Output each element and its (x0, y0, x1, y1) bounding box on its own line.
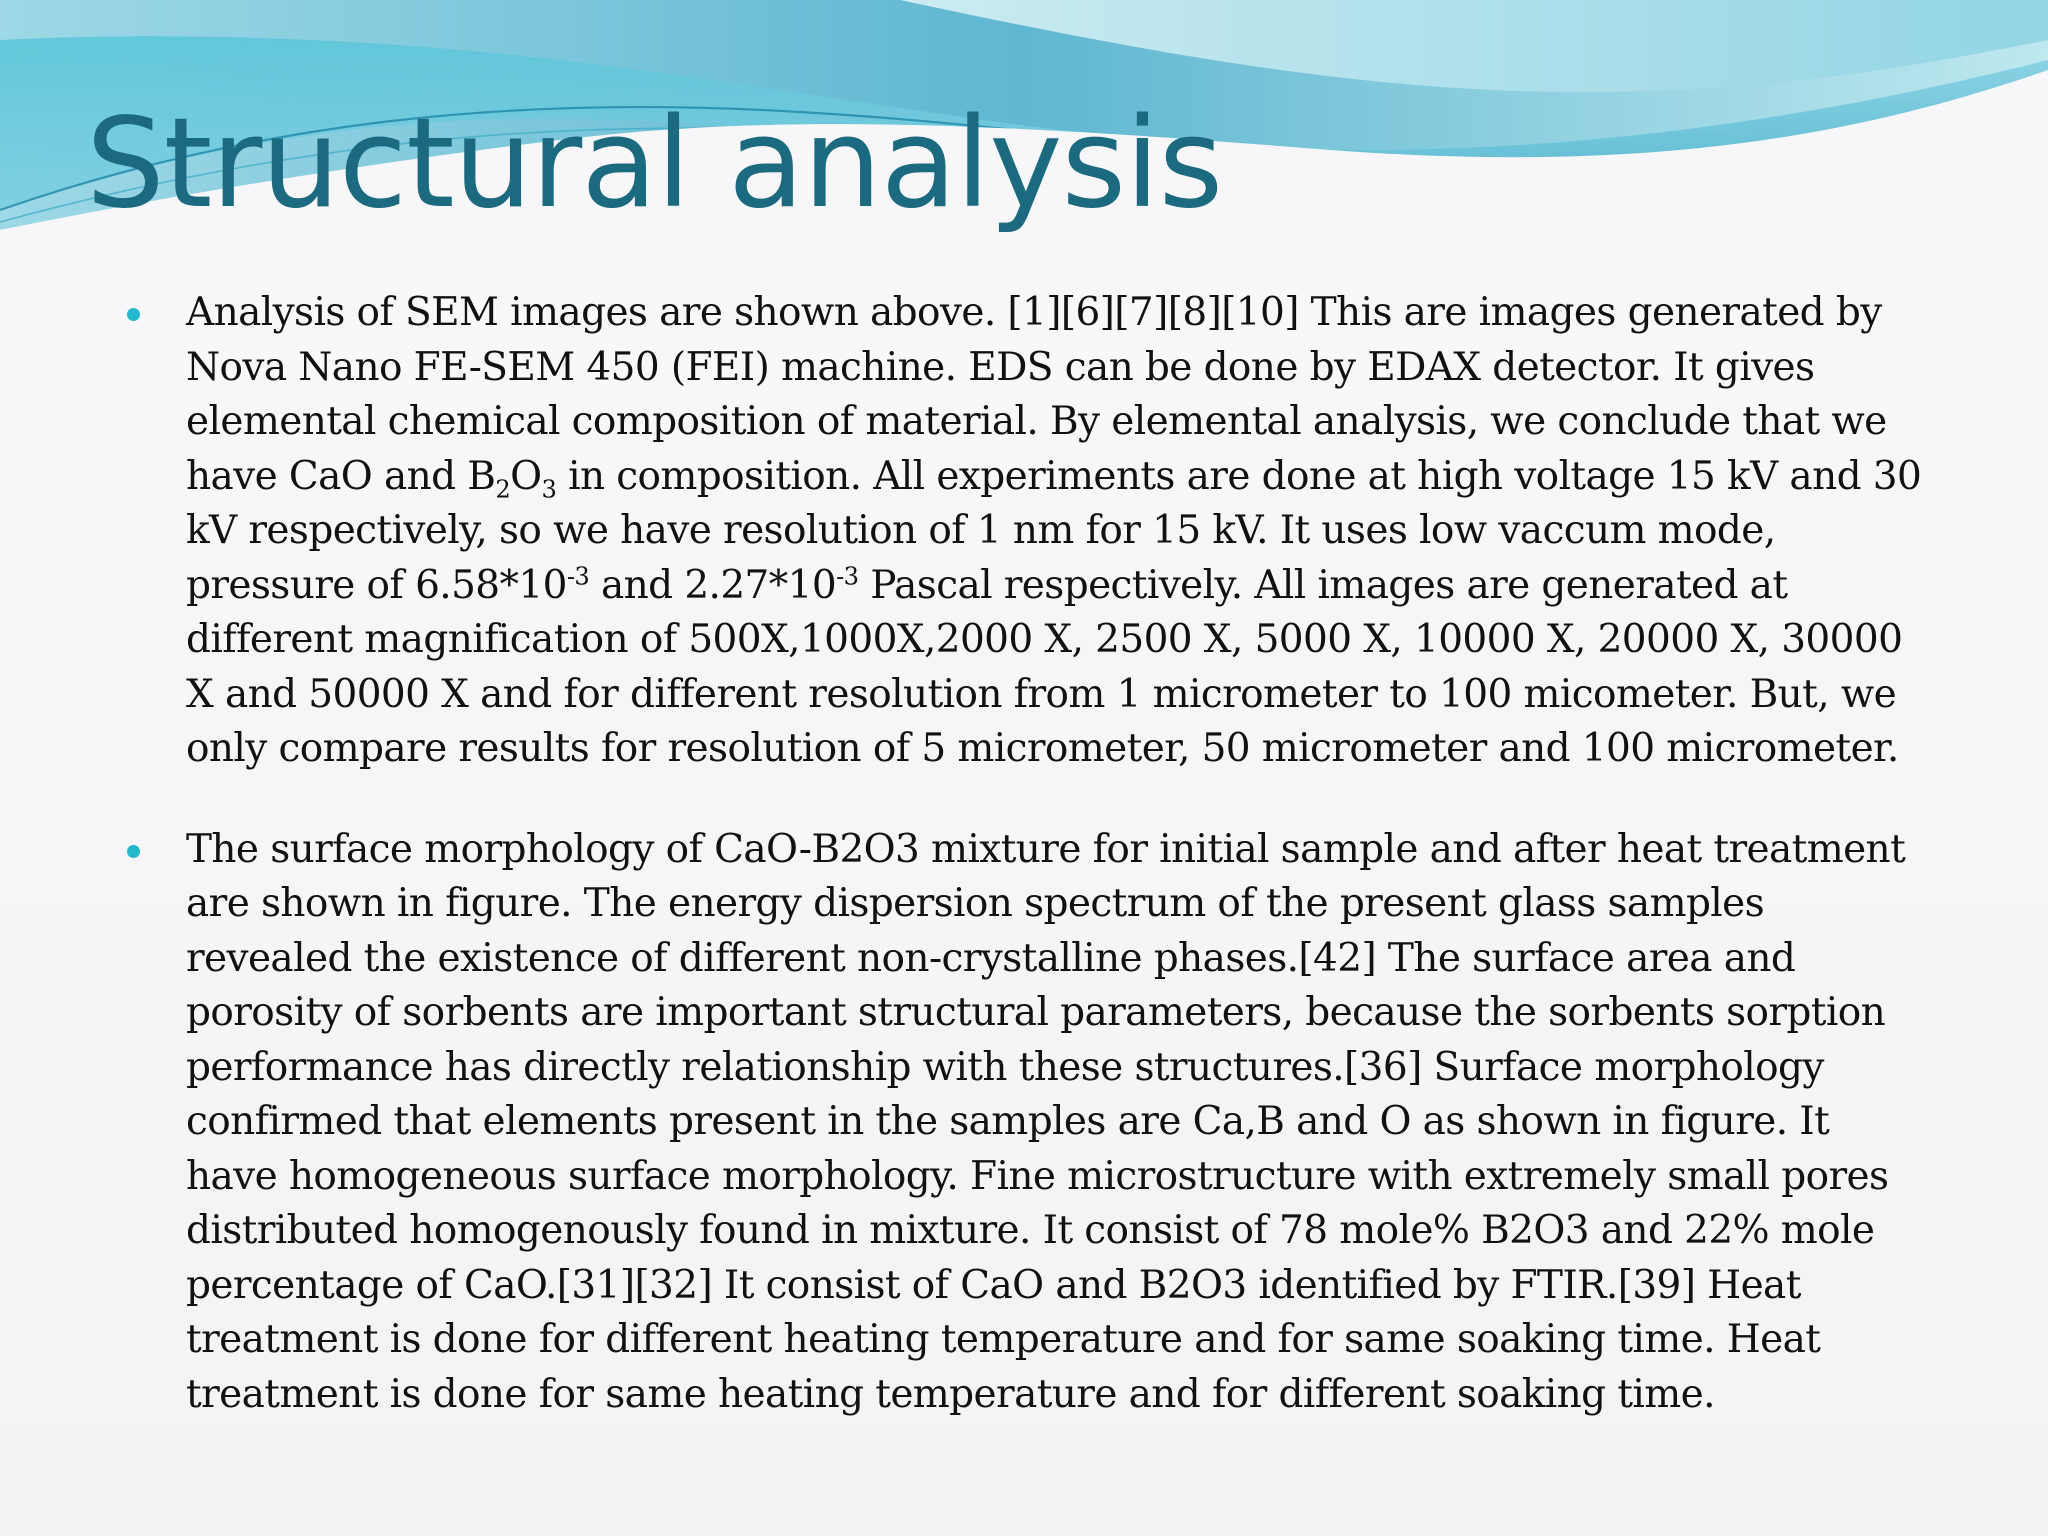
bullet-line: distributed homogenously found in mixture. It consist of 78 mole% B2O3 and 22% mole (186, 1208, 1875, 1253)
bullet-line: kV respectively, so we have resolution of 1 nm for 15 kV. It uses low vaccum mode, (186, 508, 1776, 553)
bullet-line: are shown in figure. The energy dispersion spectrum of the present glass samples (186, 881, 1765, 926)
text-run: in composition. All experiments are done at high voltage 15 kV and 30 (556, 453, 1922, 499)
slide-title: Structural analysis (86, 92, 1223, 236)
bullet-line: different magnification of 500X,1000X,2000 X, 2500 X, 5000 X, 10000 X, 20000 X, 30000 (186, 617, 1903, 662)
bullet-text (186, 286, 1988, 777)
subscript: 2 (495, 474, 511, 503)
text-run: Pascal respectively. All images are generated at (858, 562, 1788, 608)
bullet-item (0, 823, 2048, 1423)
bullet-line: Analysis of SEM images are shown above. [1][6][7][8][10] This are images generated by (186, 290, 1882, 335)
bullet-line: elemental chemical composition of material. By elemental analysis, we conclude that we (186, 399, 1887, 444)
bullet-line: confirmed that elements present in the samples are Ca,B and O as shown in figure. It (186, 1099, 1830, 1144)
bullet-dot-icon (127, 308, 140, 321)
text-run: pressure of 6.58*10 (186, 562, 567, 608)
text-run: O (510, 453, 542, 499)
subscript: 3 (541, 474, 557, 503)
superscript: -3 (566, 562, 590, 591)
text-run: and 2.27*10 (589, 562, 837, 608)
bullet-line: The surface morphology of CaO-B2O3 mixture for initial sample and after heat treatment (186, 826, 1906, 872)
bullet-text (186, 823, 1988, 1423)
superscript: -3 (836, 562, 859, 591)
bullet-item (0, 286, 2048, 777)
bullet-line: porosity of sorbents are important structural parameters, because the sorbents sorption (186, 990, 1886, 1035)
bullet-line: only compare results for resolution of 5 micrometer, 50 micrometer and 100 micrometer. (186, 726, 1899, 771)
bullet-line: X and 50000 X and for different resolution from 1 micrometer to 100 micometer. But, we (186, 671, 1897, 717)
bullet-line: revealed the existence of different non-crystalline phases.[42] The surface area and (186, 935, 1796, 981)
bullet-line: Nova Nano FE-SEM 450 (FEI) machine. EDS can be done by EDAX detector. It gives (186, 344, 1815, 390)
bullet-line: treatment is done for different heating temperature and for same soaking time. Heat (186, 1317, 1821, 1362)
bullet-dot-icon (127, 845, 140, 858)
bullet-line (186, 450, 1988, 505)
bullet-line: treatment is done for same heating temperature and for different soaking time. (186, 1371, 1715, 1417)
bullet-line: performance has directly relationship with these structures.[36] Surface morphology (186, 1044, 1824, 1090)
bullet-list (0, 286, 2048, 1422)
bullet-line: percentage of CaO.[31][32] It consist of CaO and B2O3 identified by FTIR.[39] Heat (186, 1262, 1801, 1308)
text-run: have CaO and B (186, 453, 496, 499)
bullet-line: have homogeneous surface morphology. Fine microstructure with extremely small pores (186, 1153, 1889, 1199)
bullet-line (186, 559, 1988, 614)
